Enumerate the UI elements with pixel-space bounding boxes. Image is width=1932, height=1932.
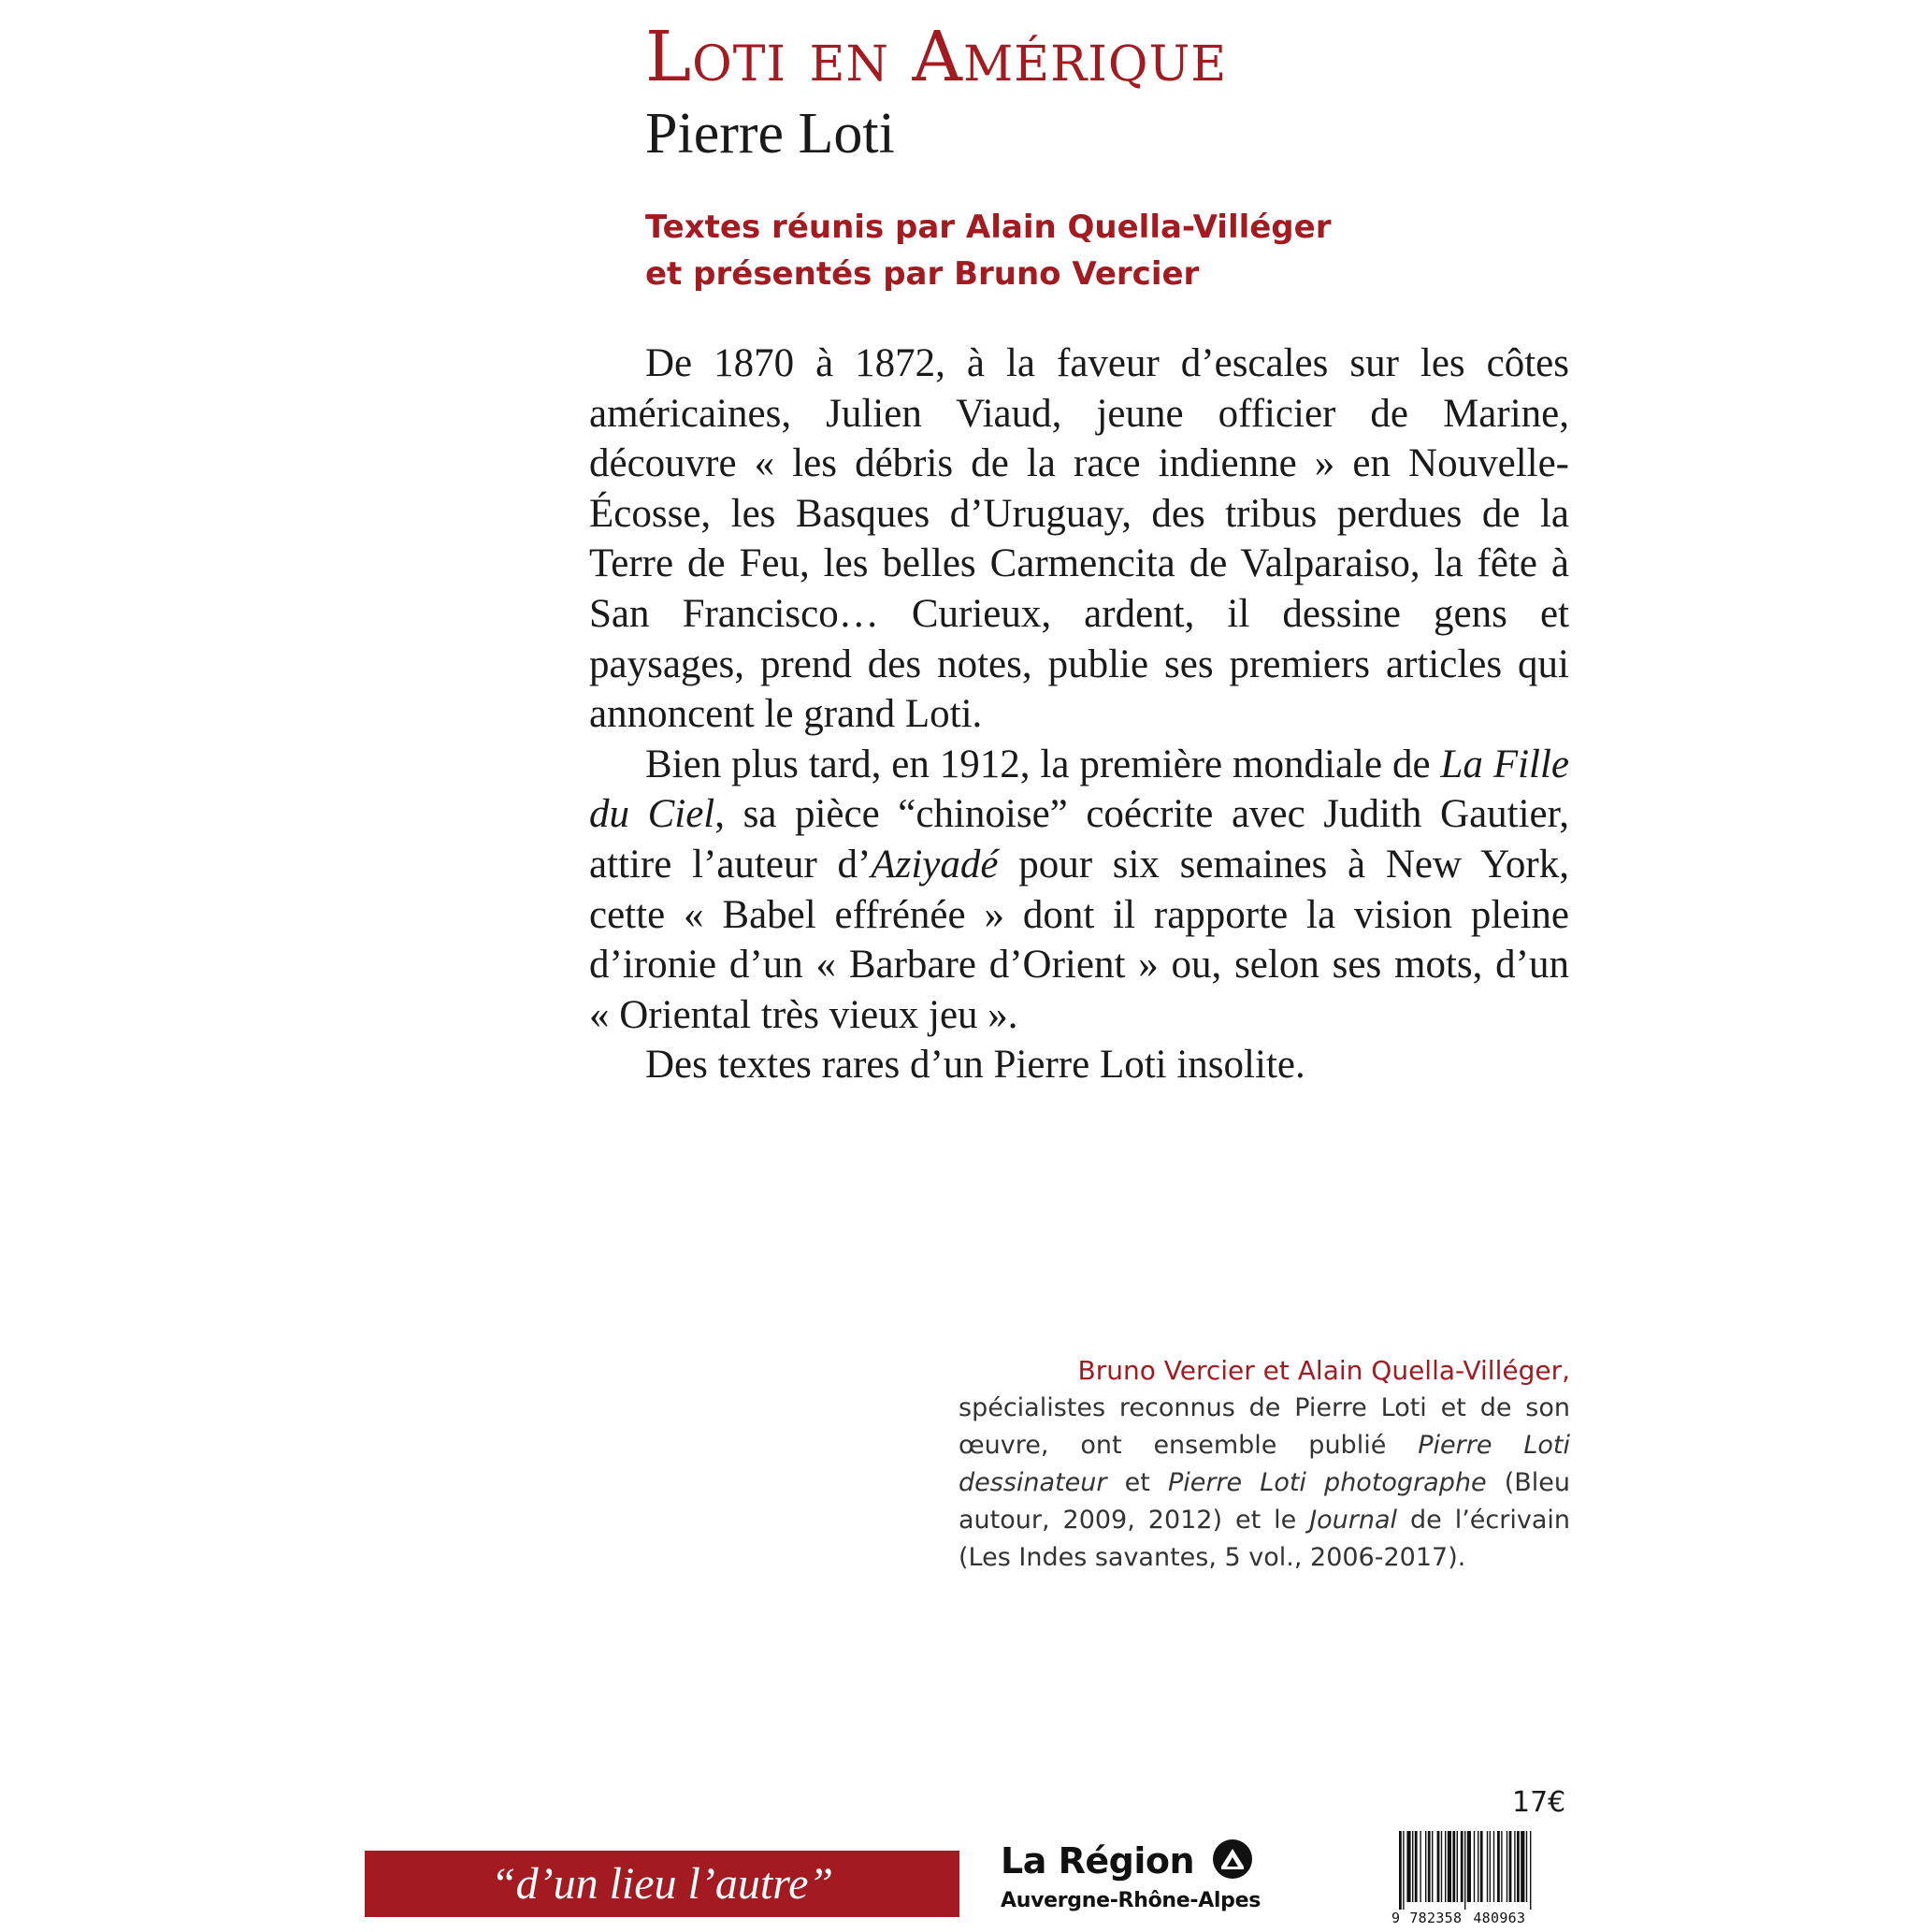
blurb-paragraph-1: De 1870 à 1872, à la faveur d’escales sur les côtes américaines, Julien Viaud, jeune officier de Marine, découvre « les débris de la race indienne » en Nouvelle-Écosse, les Basques d’Uruguay, des tribus perdues de la Terre de Feu, les belles Carmencita de Valparaiso, la fête à San Francisco… Curieux, ardent, il dessine gens et paysages, prend des notes, publie ses premiers articles qui annoncent le grand Loti. <box>589 341 1569 737</box>
isbn-lead: 9 <box>1391 1910 1401 1926</box>
bio-book-title-2: Pierre Loti photographe <box>1167 1468 1487 1497</box>
book-title: Loti en Amérique <box>645 17 1228 97</box>
bio-book-title-3: Journal <box>1309 1506 1398 1535</box>
isbn-barcode <box>1391 1831 1569 1928</box>
barcode-bar <box>1501 1831 1502 1902</box>
barcode-bar <box>1432 1831 1433 1902</box>
credit-line-1: Textes réunis par Alain Quella-Villéger <box>645 209 1332 246</box>
barcode-bar <box>1399 1831 1402 1910</box>
credit-line-2: et présentés par Bruno Vercier <box>645 255 1200 293</box>
blurb-paragraph-2 <box>589 740 1569 1041</box>
region-subname: Auvergne-Rhône-Alpes <box>1001 1889 1262 1912</box>
barcode-bar <box>1487 1831 1488 1902</box>
region-emblem-icon <box>1212 1838 1253 1880</box>
bio-text-b: et <box>1106 1468 1168 1497</box>
barcode-icon <box>1391 1831 1569 1910</box>
barcode-bar <box>1514 1831 1515 1902</box>
bio-names: Bruno Vercier et Alain Quella-Villéger, <box>1077 1355 1570 1386</box>
price: 17€ <box>1512 1786 1566 1819</box>
barcode-bar <box>1452 1831 1455 1902</box>
barcode-bar <box>1526 1831 1527 1902</box>
barcode-bar <box>1521 1831 1524 1902</box>
blurb-p2-text-b: , sa pièce “chinoise” coécrite avec Judith Gautier, attire l’auteur d’ <box>589 792 1569 887</box>
barcode-bar <box>1480 1831 1483 1902</box>
barcode-bar <box>1445 1831 1446 1902</box>
barcode-bar <box>1428 1831 1431 1902</box>
blurb-paragraph-3: Des textes rares d’un Pierre Loti insolite. <box>645 1043 1305 1088</box>
barcode-bar <box>1497 1831 1500 1902</box>
play-title: La Fille du Ciel <box>589 742 1570 837</box>
barcode-bar <box>1425 1831 1426 1902</box>
barcode-bar <box>1457 1831 1458 1902</box>
novel-title: Aziyadé <box>871 842 999 887</box>
barcode-bar <box>1467 1831 1471 1902</box>
editor-credits <box>645 204 1331 297</box>
barcode-bar <box>1406 1831 1410 1902</box>
region-name: La Région <box>1001 1840 1195 1882</box>
barcode-bar <box>1448 1831 1451 1902</box>
isbn-group-2: 480963 <box>1473 1910 1526 1926</box>
barcode-bar <box>1517 1831 1520 1902</box>
barcode-bar <box>1461 1831 1463 1902</box>
blurb-p2-text-a: Bien plus tard, en 1912, la première mondiale de <box>645 742 1441 786</box>
barcode-bar <box>1490 1831 1491 1902</box>
barcode-bar <box>1509 1831 1512 1902</box>
barcode-bar <box>1403 1831 1404 1910</box>
region-logo <box>1001 1840 1262 1925</box>
barcode-bar <box>1464 1831 1465 1910</box>
barcode-bar <box>1437 1831 1440 1902</box>
bio-text-c: (Bleu autour, 2009, 2012) et le <box>959 1468 1570 1535</box>
isbn-group-1: 782358 <box>1409 1910 1463 1926</box>
barcode-bar <box>1474 1831 1475 1902</box>
bio-text-d: de l’écrivain (Les Indes savantes, 5 vol., 2006-2017). <box>959 1506 1570 1572</box>
barcode-bar <box>1412 1831 1413 1902</box>
bio-book-title-1: Pierre Loti dessinateur <box>959 1431 1570 1497</box>
author-bio <box>959 1352 1570 1577</box>
book-author: Pierre Loti <box>645 102 895 166</box>
barcode-bar <box>1530 1831 1531 1910</box>
blurb-p2-text-c: pour six semaines à New York, cette « Babel effrénée » dont il rapporte la vision pleine d’ironie d’un « Barbare d’Orient » ou, selon ses mots, d’un « Oriental très vieux jeu ». <box>589 842 1569 1037</box>
collection-name: “d’un lieu l’autre” <box>490 1859 834 1909</box>
barcode-bar <box>1493 1831 1494 1902</box>
barcode-bar <box>1441 1831 1442 1902</box>
isbn-number <box>1391 1910 1569 1926</box>
bio-text-a: spécialistes reconnus de Pierre Loti et de son œuvre, ont ensemble publié <box>959 1393 1570 1460</box>
blurb <box>589 339 1569 1090</box>
bio-text <box>959 1390 1570 1577</box>
barcode-bar <box>1415 1831 1418 1902</box>
collection-banner <box>365 1851 959 1917</box>
